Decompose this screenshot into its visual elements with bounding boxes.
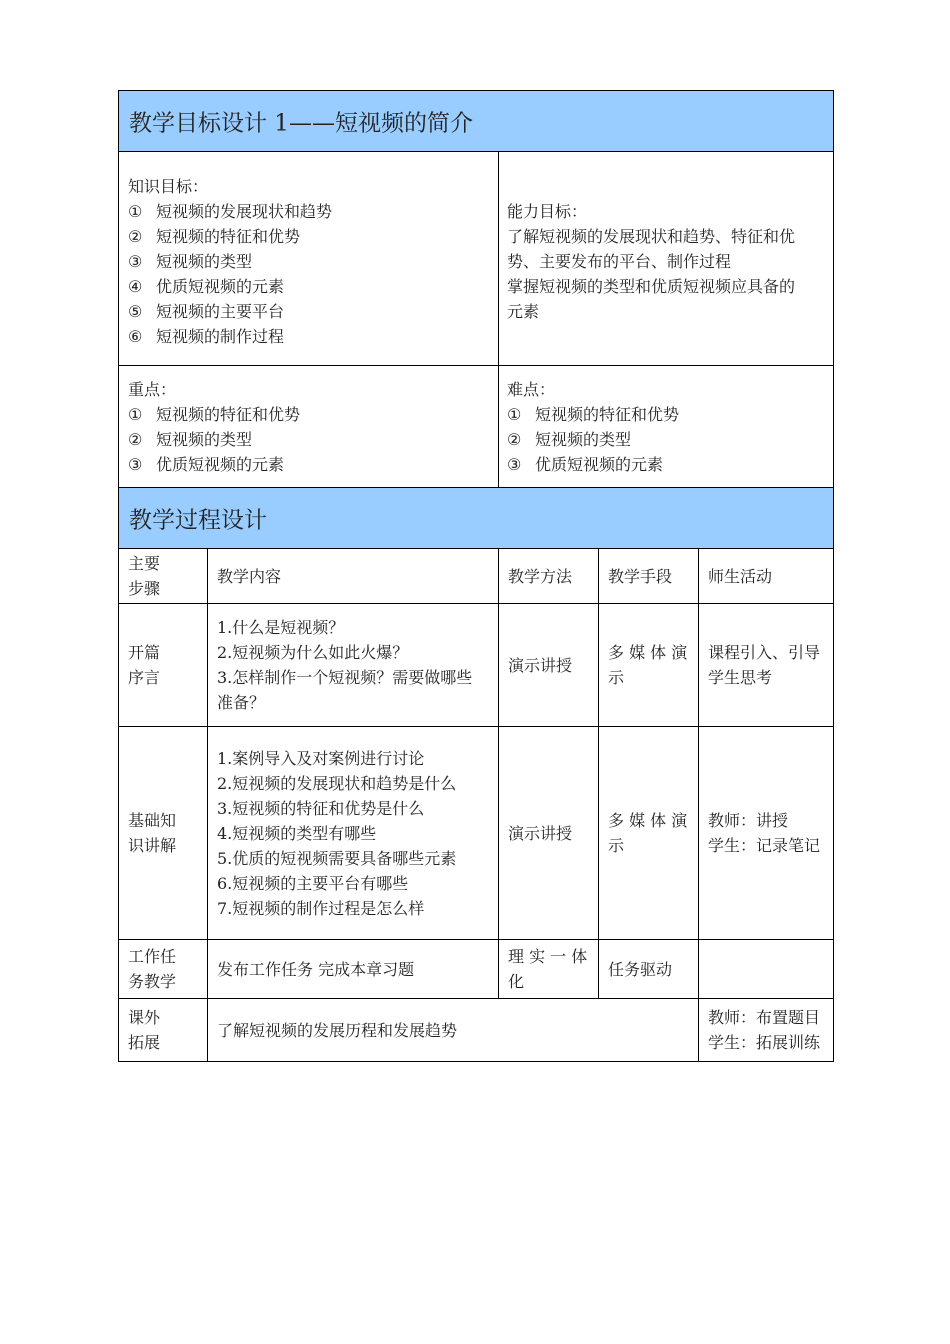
difficulties-heading: 难点： bbox=[507, 380, 556, 399]
table-row-activity: 教师：讲授 学生：记录笔记 bbox=[698, 726, 834, 940]
difficulty-item: ③ 优质短视频的元素 bbox=[507, 455, 664, 474]
table-row-content: 1.案例导入及对案例进行讨论 2.短视频的发展现状和趋势是什么 3.短视频的特征和优势是什么 4.短视频的类型有哪些 5.优质的短视频需要具备哪些元素 6.短视频的主要平台有哪些 7.短视频的制作过程是怎么样 bbox=[207, 726, 499, 940]
knowledge-item: ① 短视频的发展现状和趋势 bbox=[128, 202, 333, 221]
table-row-step: 课外 拓展 bbox=[118, 998, 208, 1062]
table-row-step: 开篇 序言 bbox=[118, 603, 208, 727]
key-points-heading: 重点： bbox=[128, 380, 177, 399]
table-row-method: 演示讲授 bbox=[498, 726, 599, 940]
section1-header bbox=[118, 90, 834, 152]
key-point-item: ② 短视频的类型 bbox=[128, 430, 253, 449]
col-header-content: 教学内容 bbox=[207, 548, 499, 604]
table-row-step: 基础知 识讲解 bbox=[118, 726, 208, 940]
difficulty-item: ① 短视频的特征和优势 bbox=[507, 405, 680, 424]
ability-line: 掌握短视频的类型和优质短视频应具备的 bbox=[507, 277, 796, 296]
ability-line: 元素 bbox=[507, 302, 540, 321]
knowledge-heading: 知识目标： bbox=[128, 177, 209, 196]
table-row-activity: 课程引入、引导 学生思考 bbox=[698, 603, 834, 727]
table-row-means: 任务驱动 bbox=[598, 939, 699, 999]
table-row-method: 演示讲授 bbox=[498, 603, 599, 727]
col-header-step: 主要 步骤 bbox=[118, 548, 208, 604]
extension-activity: 教师：布置题目 学生：拓展训练 bbox=[698, 998, 834, 1062]
knowledge-item: ⑥ 短视频的制作过程 bbox=[128, 327, 285, 346]
difficulties-cell bbox=[498, 365, 834, 488]
table-row-method: 理 实 一 体 化 bbox=[498, 939, 599, 999]
ability-line: 势、主要发布的平台、制作过程 bbox=[507, 252, 732, 271]
table-row-means: 多 媒 体 演 示 bbox=[598, 726, 699, 940]
key-points-cell bbox=[118, 365, 499, 488]
ability-heading: 能力目标： bbox=[507, 202, 588, 221]
table-row-activity-empty bbox=[698, 939, 834, 999]
key-point-item: ③ 优质短视频的元素 bbox=[128, 455, 285, 474]
ability-goals-cell bbox=[498, 151, 834, 366]
section1-title: 教学目标设计 1——短视频的简介 bbox=[129, 110, 473, 137]
table-row-content: 发布工作任务 完成本章习题 bbox=[207, 939, 499, 999]
key-point-item: ① 短视频的特征和优势 bbox=[128, 405, 301, 424]
knowledge-item: ④ 优质短视频的元素 bbox=[128, 277, 285, 296]
col-header-means: 教学手段 bbox=[598, 548, 699, 604]
table-row-step: 工作任 务教学 bbox=[118, 939, 208, 999]
knowledge-item: ⑤ 短视频的主要平台 bbox=[128, 302, 285, 321]
difficulty-item: ② 短视频的类型 bbox=[507, 430, 632, 449]
knowledge-item: ③ 短视频的类型 bbox=[128, 252, 253, 271]
ability-line: 了解短视频的发展现状和趋势、特征和优 bbox=[507, 227, 796, 246]
section2-title: 教学过程设计 bbox=[129, 507, 267, 534]
table-row-means: 多 媒 体 演 示 bbox=[598, 603, 699, 727]
table-row-content: 1.什么是短视频？ 2.短视频为什么如此火爆？ 3.怎样制作一个短视频？需要做哪些 准备？ bbox=[207, 603, 499, 727]
section2-header bbox=[118, 487, 834, 549]
knowledge-goals-cell bbox=[118, 151, 499, 366]
col-header-method: 教学方法 bbox=[498, 548, 599, 604]
knowledge-item: ② 短视频的特征和优势 bbox=[128, 227, 301, 246]
extension-content: 了解短视频的发展历程和发展趋势 bbox=[207, 998, 699, 1062]
col-header-activity: 师生活动 bbox=[698, 548, 834, 604]
